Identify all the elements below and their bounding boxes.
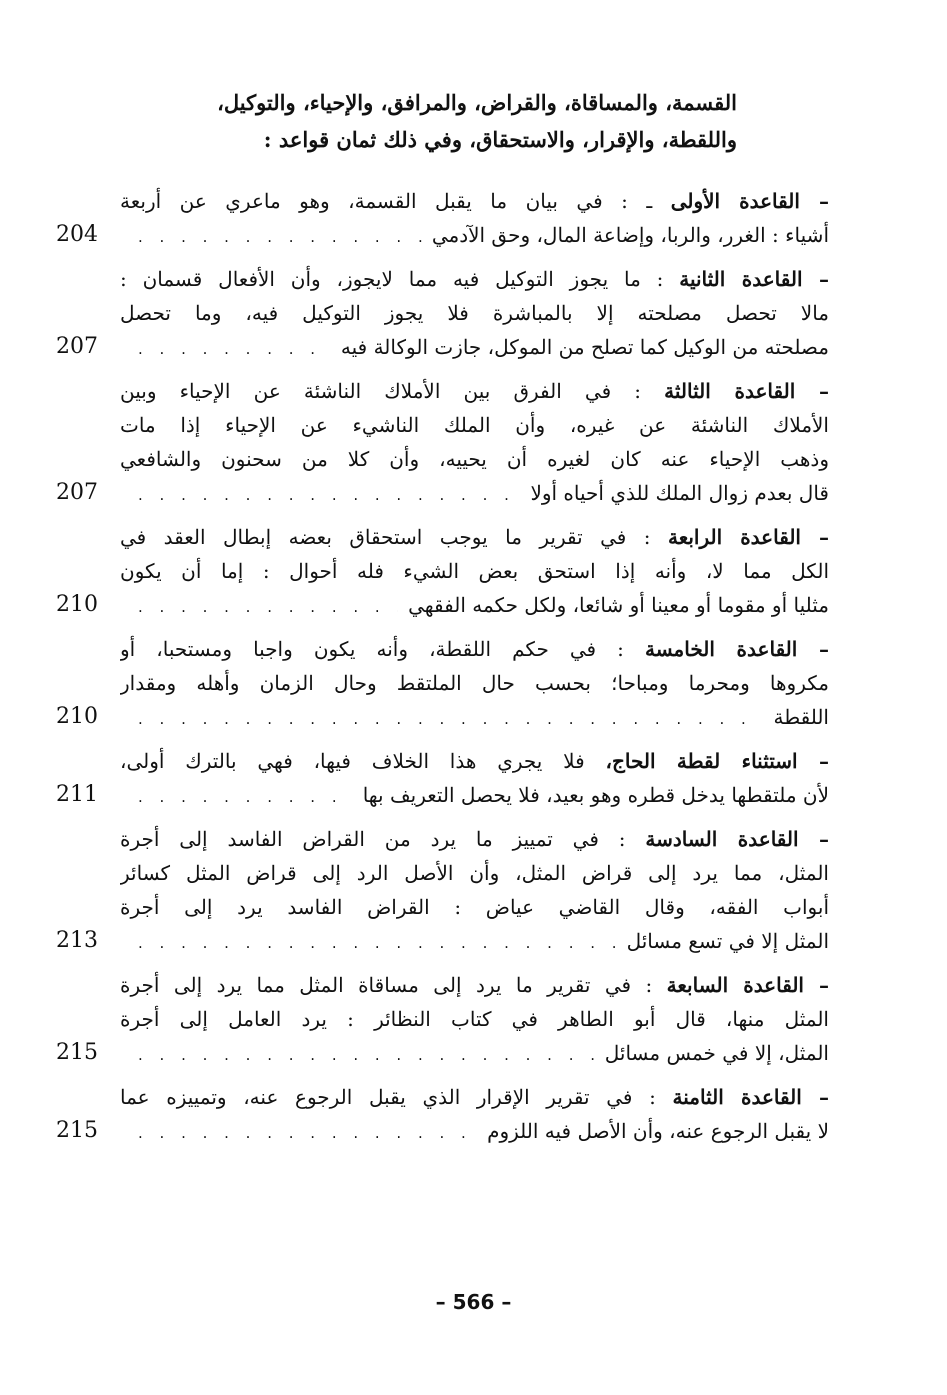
- toc-line: [120, 554, 829, 588]
- page-folio: – 566 –: [435, 1290, 512, 1314]
- toc-line: [120, 968, 829, 1002]
- toc-line-text: : في حكم اللقطة، وأنه يكون واجبا ومستحبا، أو: [120, 637, 624, 661]
- toc-line-text: المثل إلا في تسع مسائل: [626, 929, 829, 953]
- toc-entry-9: [56, 1080, 829, 1148]
- page-number: 215: [56, 1040, 98, 1065]
- toc-line-text: : في تقرير ما يرد إلى مساقاة المثل مما يرد إلى أجرة: [120, 973, 653, 997]
- toc-entry-3: [56, 374, 829, 510]
- dot-leader: [138, 702, 763, 736]
- toc-line: [120, 632, 829, 666]
- toc-line-text: الأملاك الناشئة عن غيره، وأن الملك الناشيء عن الإحياء إذا مات: [120, 413, 829, 437]
- toc-entry-label: – القاعدة الثامنة: [672, 1085, 829, 1109]
- page-number: 211: [56, 782, 98, 807]
- toc-line: [120, 184, 829, 218]
- toc-entry-8: [56, 968, 829, 1070]
- page-number: 207: [56, 334, 98, 359]
- dot-leader: [138, 1116, 477, 1150]
- toc-line: [120, 1080, 829, 1114]
- toc-entry-6: [56, 744, 829, 812]
- dot-leader: [138, 780, 353, 814]
- toc-line: [120, 520, 829, 554]
- toc-line-text: أبواب الفقه، وقال القاضي عياض : القراض الفاسد يرد إلى أجرة: [120, 895, 829, 919]
- toc-entry-label: – القاعدة الأولى: [670, 189, 829, 213]
- toc-line-text: لأن ملتقطها يدخل قطره وهو بعيد، فلا يحصل التعريف بها: [362, 783, 829, 807]
- toc-line: [120, 262, 829, 296]
- toc-line: [120, 1002, 829, 1036]
- toc-entry-5: [56, 632, 829, 734]
- toc-line-text: : في تمييز ما يرد من القراض الفاسد إلى أجرة: [120, 827, 626, 851]
- page-number: 213: [56, 928, 98, 953]
- dot-leader: [138, 926, 617, 960]
- toc-line-text: المثل منها، قال أبو الطاهر في كتاب النظائر : يرد العامل إلى أجرة: [120, 1007, 829, 1031]
- heading-line-1: القسمة، والمساقاة، والقراض، والمرافق، والإحياء، والتوكيل،: [217, 90, 737, 115]
- toc-last-line: [56, 218, 829, 252]
- toc-entry-7: [56, 822, 829, 958]
- toc-list: [56, 184, 829, 1158]
- toc-entry-1: [56, 184, 829, 252]
- dot-leader: [138, 590, 398, 624]
- toc-entry-label: – القاعدة الثانية: [679, 267, 829, 291]
- toc-last-line: [56, 700, 829, 734]
- toc-entry-label: – القاعدة الثالثة: [664, 379, 829, 403]
- page-number: 207: [56, 480, 98, 505]
- toc-line-text: وذهب الإحياء عنه كان لغيره أن يحييه، وأن كلا من سحنون والشافعي: [120, 447, 829, 471]
- toc-line: [120, 822, 829, 856]
- toc-entry-label: – استثناء لقطة الحاج،: [605, 749, 829, 773]
- dot-leader: [138, 1038, 595, 1072]
- page-number: 215: [56, 1118, 98, 1143]
- toc-line-text: : ما يجوز التوكيل فيه مما لايجوز، وأن الأفعال قسمان :: [120, 267, 664, 291]
- toc-line: [120, 856, 829, 890]
- toc-last-line: [56, 588, 829, 622]
- toc-line-text: : في تقرير الإقرار الذي يقبل الرجوع عنه، وتمييزه عما: [120, 1085, 656, 1109]
- toc-entry-4: [56, 520, 829, 622]
- toc-line-text: فلا يجري هذا الخلاف فيها، فهي بالترك أولى،: [120, 749, 585, 773]
- toc-line-text: ـ : في بيان ما يقبل القسمة، وهو ماعري عن أربعة: [120, 189, 653, 213]
- toc-line-text: مالا تحصل مصلحته إلا بالمباشرة فلا يجوز التوكيل فيه، وما تحصل: [120, 301, 829, 325]
- toc-line-text: مثليا أو مقوما أو معينا أو شائعا، ولكل حكمه الفقهي: [408, 593, 829, 617]
- dot-leader: [138, 220, 422, 254]
- toc-last-line: [56, 1036, 829, 1070]
- toc-line-text: مصلحته من الوكيل كما تصلح من الموكل، جازت الوكالة فيه: [340, 335, 829, 359]
- toc-line-text: : في الفرق بين الأملاك الناشئة عن الإحياء وبين: [120, 379, 642, 403]
- toc-line-text: المثل، مما يرد إلى قراض المثل، وأن الأصل الرد إلى قراض المثل كسائر: [120, 861, 829, 885]
- heading-line-2: واللقطة، والإقرار، والاستحقاق، وفي ذلك ثمان قواعد :: [263, 127, 737, 152]
- toc-line: [120, 744, 829, 778]
- toc-line-text: : في تقرير ما يوجب استحقاق بعضه إبطال العقد في: [120, 525, 651, 549]
- dot-leader: [138, 478, 520, 512]
- toc-last-line: [56, 778, 829, 812]
- toc-line-text: أشياء : الغرر، والربا، وإضاعة المال، وحق الآدمي: [431, 223, 829, 247]
- toc-entry-label: – القاعدة الخامسة: [644, 637, 829, 661]
- toc-entry-label: – القاعدة السادسة: [645, 827, 829, 851]
- toc-line-text: الكل مما لا، وأنه إذا استحق بعض الشيء فله أحوال : إما أن يكون: [120, 559, 829, 583]
- dot-leader: [138, 332, 331, 366]
- page-number: 210: [56, 704, 98, 729]
- toc-line: [120, 442, 829, 476]
- toc-line: [120, 296, 829, 330]
- toc-line: [120, 374, 829, 408]
- toc-line-text: قال بعدم زوال الملك للذي أحياه أولا: [530, 481, 829, 505]
- toc-line-text: لا يقبل الرجوع عنه، وأن الأصل فيه اللزوم: [487, 1119, 829, 1143]
- section-heading: [177, 84, 737, 158]
- toc-last-line: [56, 330, 829, 364]
- toc-line: [120, 666, 829, 700]
- toc-line-text: المثل، إلا في خمس مسائل: [604, 1041, 829, 1065]
- toc-line: [120, 890, 829, 924]
- toc-last-line: [56, 476, 829, 510]
- toc-entry-label: – القاعدة الرابعة: [667, 525, 829, 549]
- toc-line: [120, 408, 829, 442]
- toc-entry-2: [56, 262, 829, 364]
- page-number: 204: [56, 222, 98, 247]
- toc-line-text: مكروها ومحرما ومباحا؛ بحسب حال الملتقط وحال الزمان وأهله ومقدار: [120, 671, 829, 695]
- toc-entry-label: – القاعدة السابعة: [666, 973, 829, 997]
- toc-line-text: اللقطة: [773, 705, 829, 729]
- page-number: 210: [56, 592, 98, 617]
- toc-last-line: [56, 924, 829, 958]
- toc-last-line: [56, 1114, 829, 1148]
